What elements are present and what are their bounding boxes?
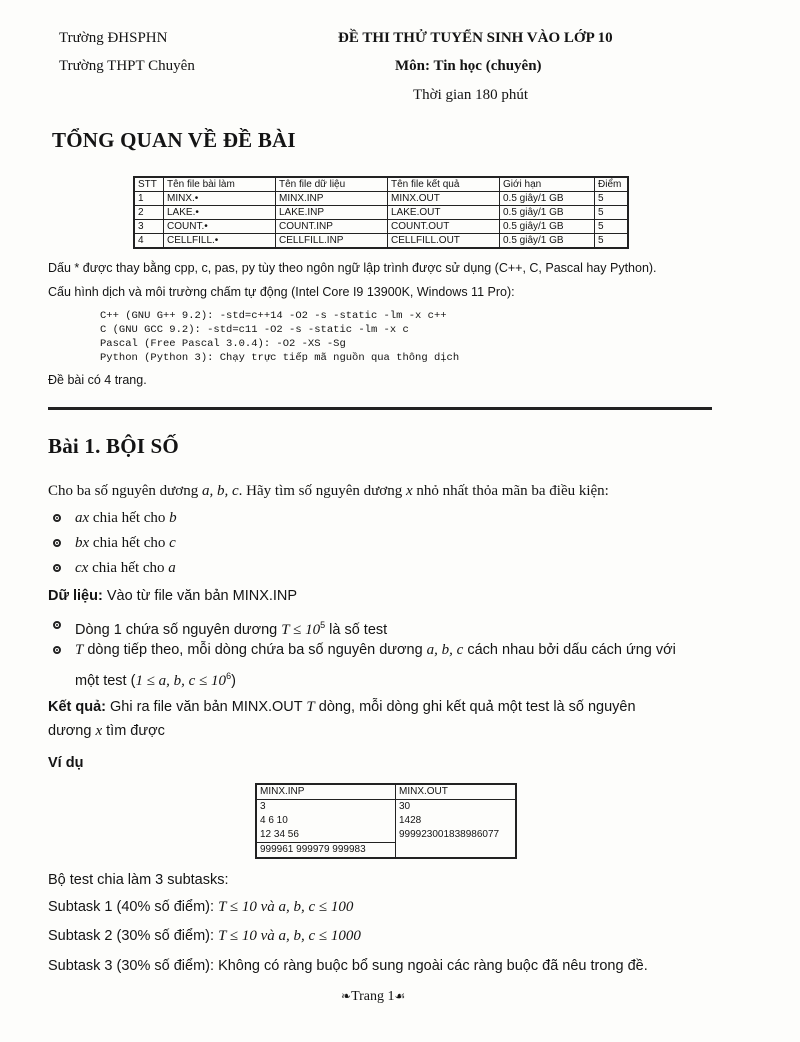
bullet-icon [53,646,61,654]
math: bx [75,535,90,551]
subtask-3 [48,955,648,977]
school-name-2: Trường THPT Chuyên [59,58,195,74]
subtask-label: Subtask 3 (30% số điểm): [48,958,219,974]
col-header: Tên file kết quả [388,177,500,192]
overview-table-header [134,177,628,192]
math: a, b, c [201,483,239,499]
problem-intro [48,480,609,502]
table-row [134,192,628,206]
table-cell: 5 [595,192,629,206]
table-cell: 5 [595,234,629,249]
compiler-options [100,309,459,365]
table-cell: CELLFILL.• [164,234,276,249]
table-cell: 999961 999979 999983 [256,843,396,859]
text: Không có ràng buộc bổ sung ngoài các ràng buộc đã nêu trong đề. [218,958,648,974]
table-cell: 3 [134,220,164,234]
table-cell: 0.5 giây/1 GB [500,234,595,249]
text: là số test [325,621,388,638]
table-cell: 2 [134,206,164,220]
page-count-note: Đề bài có 4 trang. [48,373,147,387]
section-divider [48,407,712,410]
compiler-line: Pascal (Free Pascal 3.0.4): -O2 -XS -Sg [100,338,346,350]
text: chia hết cho [88,560,169,576]
math: T [306,699,315,715]
output-label: Kết quả: [48,699,106,715]
exam-subject: Môn: Tin học (chuyên) [395,58,542,74]
col-header: MINX.INP [256,784,396,800]
text: một test ( [75,672,136,689]
text: nhỏ nhất thỏa mãn ba điều kiện: [412,483,609,499]
text: chia hết cho [89,510,170,526]
environment-note: Cấu hình dịch và môi trường chấm tự động (Intel Core I9 13900K, Windows 11 Pro): [48,285,515,299]
compiler-line: Python (Python 3): Chạy trực tiếp mã nguồn qua thông dịch [100,352,460,364]
table-cell: MINX.INP [276,192,388,206]
output-spec [48,696,636,718]
math: T ≤ 10 [281,621,321,638]
table-cell: 5 [595,220,629,234]
subtasks-intro: Bộ test chia làm 3 subtasks: [48,872,229,888]
math: 5 [320,620,326,630]
condition-item [75,507,177,529]
table-row [256,843,516,859]
page-footer [341,989,405,1005]
table-row [256,814,516,828]
math: a, b, c [426,642,464,658]
condition-item [75,557,176,579]
input-line-2-cont [75,665,236,692]
bullet-icon [53,621,61,629]
exam-title: ĐỀ THI THỬ TUYỂN SINH VÀO LỚP 10 [338,30,613,46]
table-row [134,206,628,220]
table-cell: 5 [595,206,629,220]
table-cell: CELLFILL.OUT [388,234,500,249]
math: x [95,723,103,739]
math: 6 [226,671,232,681]
ornament-left-icon: ❧ [341,989,352,1003]
math: cx [75,560,89,576]
math: ax [75,510,90,526]
subtask-label: Subtask 1 (40% số điểm): [48,899,219,915]
text: dòng tiếp theo, mỗi dòng chứa ba số nguyên dương [83,642,427,658]
col-header: Tên file bài làm [164,177,276,192]
table-cell: LAKE.OUT [388,206,500,220]
bullet-icon [53,564,61,572]
table-cell: COUNT.INP [276,220,388,234]
text: Vào từ file văn bản MINX.INP [102,588,298,604]
page-number: Trang 1 [351,989,395,1004]
example-table-header [256,784,516,800]
input-label: Dữ liệu: [48,588,103,604]
table-cell: COUNT.• [164,220,276,234]
col-header: Tên file dữ liệu [276,177,388,192]
input-line-1 [75,614,387,641]
ornament-right-icon: ☙ [394,989,406,1003]
table-row [256,800,516,815]
table-cell: 1428 [396,814,517,828]
table-cell: 1 [134,192,164,206]
table-cell: LAKE.• [164,206,276,220]
table-cell [396,843,517,859]
output-spec-cont [48,720,165,742]
input-spec [48,585,297,607]
school-name-1: Trường ĐHSPHN [59,30,168,46]
math: T ≤ 10 và a, b, c ≤ 1000 [218,928,361,944]
text: cách nhau bởi dấu cách ứng với [463,642,676,658]
condition-item [75,532,176,554]
text: chia hết cho [89,535,170,551]
math: x [405,483,413,499]
text: Dòng 1 chứa số nguyên dương [75,621,282,638]
table-cell: 30 [396,800,517,815]
table-cell: 999923001838986077 [396,828,517,843]
example-table [255,783,517,859]
table-cell: COUNT.OUT [388,220,500,234]
overview-table [133,176,629,249]
table-cell: MINX.OUT [388,192,500,206]
bullet-icon [53,539,61,547]
table-cell: 0.5 giây/1 GB [500,192,595,206]
compiler-line: C++ (GNU G++ 9.2): -std=c++14 -O2 -s -static -lm -x c++ [100,310,447,322]
table-cell: 0.5 giây/1 GB [500,220,595,234]
text: ) [231,672,236,689]
math: 1 ≤ a, b, c ≤ 10 [135,672,227,689]
col-header: STT [134,177,164,192]
math: T [75,642,84,658]
subtask-label: Subtask 2 (30% số điểm): [48,928,219,944]
problem-title: Bài 1. BỘI SỐ [48,434,179,458]
subtask-1 [48,896,353,918]
compiler-line: C (GNU GCC 9.2): -std=c11 -O2 -s -static -lm -x c [100,324,409,336]
input-line-2 [75,639,676,661]
table-cell: 4 [134,234,164,249]
text: Ghi ra file văn bản MINX.OUT [106,699,307,715]
text: Cho ba số nguyên dương [48,483,202,499]
language-note: Dấu * được thay bằng cpp, c, pas, py tùy theo ngôn ngữ lập trình được sử dụng (C++, C, Pascal hay Python). [48,261,657,275]
col-header: Điểm [595,177,629,192]
subtask-2 [48,925,361,947]
overview-title: TỔNG QUAN VỀ ĐỀ BÀI [52,128,296,152]
math: b [169,510,177,526]
table-row [134,220,628,234]
text: tìm được [102,723,165,739]
table-cell: 12 34 56 [260,829,299,840]
table-cell: LAKE.INP [276,206,388,220]
table-cell: 4 6 10 [260,815,288,826]
math: T ≤ 10 và a, b, c ≤ 100 [218,899,354,915]
table-cell: 0.5 giây/1 GB [500,206,595,220]
math: a [168,560,176,576]
table-cell: 3 [260,801,266,812]
table-cell: MINX.• [164,192,276,206]
math: c [169,535,176,551]
table-row [256,828,516,843]
table-row [134,234,628,249]
text: . Hãy tìm số nguyên dương [238,483,406,499]
example-label: Ví dụ [48,755,84,771]
text: dương [48,723,96,739]
col-header: Giới hạn [500,177,595,192]
exam-duration: Thời gian 180 phút [413,87,529,103]
text: dòng, mỗi dòng ghi kết quả một test là số nguyên [314,699,636,715]
table-cell: CELLFILL.INP [276,234,388,249]
bullet-icon [53,514,61,522]
col-header: MINX.OUT [396,784,517,800]
